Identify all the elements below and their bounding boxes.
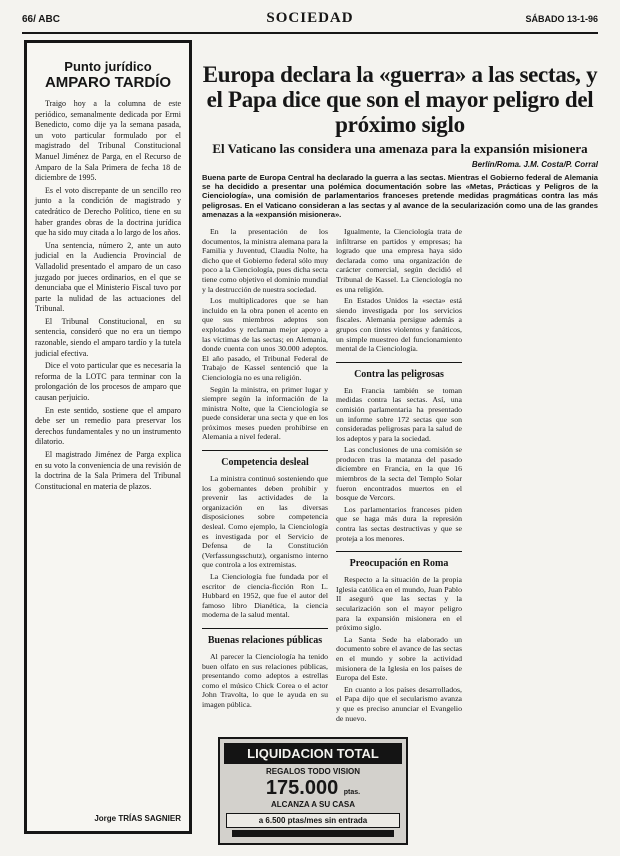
body-paragraph: Los multiplicadores que se han incluido en la obra ponen el acento en que sus miembros adeptos son explotados y reclaman mejor apoyo a las víctimas de las sectas; en Alemania, donde cuenta con unos 30.000 adeptos. El año pasado, el Tribunal Federal de Trabajo de Kassel sentenció que la Cienciología no es una religión. [202, 296, 328, 382]
ad-title: LIQUIDACION TOTAL [224, 743, 402, 764]
subhead-relaciones: Buenas relaciones públicas [202, 628, 328, 646]
body-paragraph: En la presentación de los documentos, la ministra alemana para la Familia y Juventud, Claudia Nolte, ha dicho que el Gobierno federal sólo muy poco a la Cienciología, pues dicha secta tiene como objetivo el dominio mundial y la destrucción de nuestra sociedad. [202, 227, 328, 294]
sidebar-body [27, 99, 189, 492]
main-article [202, 40, 598, 845]
ad-price-unit: ptas. [343, 789, 361, 797]
body-paragraph: Respecto a la situación de la propia Iglesia católica en el mundo, Juan Pablo II aseguró que las sectas y la secularización son el mayor peligro para la expansión misionera en el próximo siglo. [336, 575, 462, 633]
ad-price [220, 777, 406, 800]
ad-line: ALCANZA A SU CASA [271, 800, 355, 810]
sidebar-kicker: Punto jurídico [64, 59, 152, 74]
body-paragraph: En cuanto a los países desarrollados, el Papa dijo que el secularismo avanza y que es preciso anunciar el Evangelio de nuevo. [336, 684, 462, 723]
sidebar-paragraph: El Tribunal Constitucional, en su sentencia, consideró que no era un tiempo razonable, siendo el amparo tardío y la tutela judicial efectiva. [35, 316, 181, 358]
body-paragraph: En Estados Unidos la «secta» está siendo investigada por los servicios fiscales. Alemania persigue además a grupos con tintes violentos y fanáticos, un simple muestreo del funcionamiento mental de la Cienciología. [336, 296, 462, 354]
section-title: SOCIEDAD [266, 10, 354, 26]
sidebar-author: Jorge TRÍAS SAGNIER [94, 814, 181, 823]
body-paragraph: Igualmente, la Cienciología trata de infiltrarse en partidos y empresas; ha logrado que una empresa haya sido declarada como una organización de carácter comercial, según decidió el Tribunal de Kassel. La Cienciología no es una religión. [336, 227, 462, 294]
sidebar-paragraph: Dice el voto particular que es necesaria la reforma de la LOTC para terminar con la prolongación de los procesos de amparo que causan perjuicio. [35, 361, 181, 403]
sidebar-paragraph: Es el voto discrepante de un sencillo reo junto a la condición de magistrado y catedrático de Derecho Político, tiene en su haber grandes obras de la doctrina jurídica que ha sido muy citada a lo largo de los años. [35, 185, 181, 238]
ad-line: REGALOS TODO VISION [265, 767, 361, 777]
subhead-roma: Preocupación en Roma [336, 551, 462, 569]
sidebar-title: AMPARO TARDÍO [44, 74, 172, 91]
page-number: 66/ ABC [22, 14, 60, 25]
body-paragraph: Las conclusiones de una comisión se producen tras la matanza del pasado diciembre en Francia, en la que 16 miembros de la secta del Templo Solar fueron encontrados muertos en el bosque de Vercors. [336, 445, 462, 503]
body-paragraph: La Santa Sede ha elaborado un documento sobre el avance de las sectas en el mundo y sobre la actividad misionera de la Iglesia en los países de Europa del Este. [336, 634, 462, 683]
headline: Europa declara la «guerra» a las sectas, y el Papa dice que son el mayor peligro del próximo siglo [202, 62, 598, 137]
article-columns [202, 227, 598, 725]
ad-financing: a 6.500 ptas/mes sin entrada [226, 813, 400, 828]
subheadline: El Vaticano las considera una amenaza para la expansión misionera [212, 141, 588, 156]
ad-price-value: 175.000 [265, 777, 339, 800]
sidebar-paragraph: El magistrado Jiménez de Parga explica en su voto la conveniencia de una revisión de la doctrina de la Sala Primera del Tribunal Constitucional en materia de plazos. [35, 450, 181, 491]
byline: Berlín/Roma. J.M. Costa/P. Corral [471, 160, 598, 169]
body-paragraph: La Cienciología fue fundada por el escritor de ciencia-ficción Ron L. Hubbard en 1952, que fue el autor del famoso libro Dianética, la ciencia moderna de la salud mental. [202, 572, 328, 620]
subhead-competencia: Competencia desleal [202, 450, 328, 468]
sidebar-column [24, 40, 192, 834]
sidebar-paragraph: En este sentido, sostiene que el amparo debe ser un remedio para preservar los derechos fundamentales y no un instrumento dilatorio. [35, 405, 181, 447]
ad-footer-bar [232, 830, 394, 837]
sidebar-paragraph: Una sentencia, número 2, ante un auto judicial en la Audiencia Provincial de Valladolid presentado el amparo de un caso juzgado por jueces ordinarios, en el que se denunciaba que el Ministerio Fiscal tuvo por parte la nulidad de las actuaciones del Tribunal. [35, 240, 181, 314]
article-column-1 [202, 227, 328, 725]
body-paragraph: Los parlamentarios franceses piden que se haga más dura la represión contra las sectas destructivas y que se proteja a los menores. [336, 504, 462, 543]
lead-paragraph: Buena parte de Europa Central ha declarado la guerra a las sectas. Mientras el Gobierno federal de Alemania se ha decidido a presentar una polémica documentación sobre las «Metas, Prácticas y Peligros de la Cienciología», una comisión de parlamentarios franceses pretende medidas pragmáticas contra las más peligrosas. En el Vaticano consideran a las sectas y al avance de la secularización como una de las grandes amenazas a la «expansión misionera». [202, 173, 598, 219]
issue-date: SÁBADO 13-1-96 [525, 14, 598, 24]
body-paragraph: La ministra continuó sosteniendo que los gobernantes deben prohibir y prevenir las actividades de la organización en las diversas disposiciones sobre competencia desleal. Como ejemplo, la Cienciología es investigada por el Servicio de Defensa de la Constitución (Verfassungsschutz), organismo interno que controla a los extremistas. [202, 474, 328, 570]
header-rule [22, 32, 598, 34]
body-paragraph: Según la ministra, en primer lugar y siempre según la información de la ministra Nolte, que la Cienciología se puede considerar una secta y que en los próximos meses pueden prohibirse en Alemania a nivel federal. [202, 384, 328, 442]
body-paragraph: Al parecer la Cienciología ha tenido buen olfato en sus relaciones públicas, presentando como adeptos a estrellas como el músico Chick Corea o el actor John Travolta, lo que le ayuda en su imagen pública. [202, 651, 328, 709]
sidebar-paragraph: Traigo hoy a la columna de este periódico, semanalmente dedicada por Ermi Benedicto, como dije ya la semana pasada, un voto particular formulado por el magistrado del Tribunal Constitucional Manuel Jiménez de Parga, en el Recurso de Amparo de la Sala Primera de fecha 18 de diciembre de 1995. [35, 99, 181, 183]
body-paragraph: En Francia también se toman medidas contra las sectas. Así, una comisión parlamentaria ha presentado un informe sobre 172 sectas que son consideradas peligrosas para la salud de los adeptos y para la sociedad. [336, 385, 462, 443]
page-header [22, 8, 598, 30]
advertisement [218, 737, 408, 845]
article-column-2 [336, 227, 462, 725]
subhead-peligrosas: Contra las peligrosas [336, 362, 462, 380]
